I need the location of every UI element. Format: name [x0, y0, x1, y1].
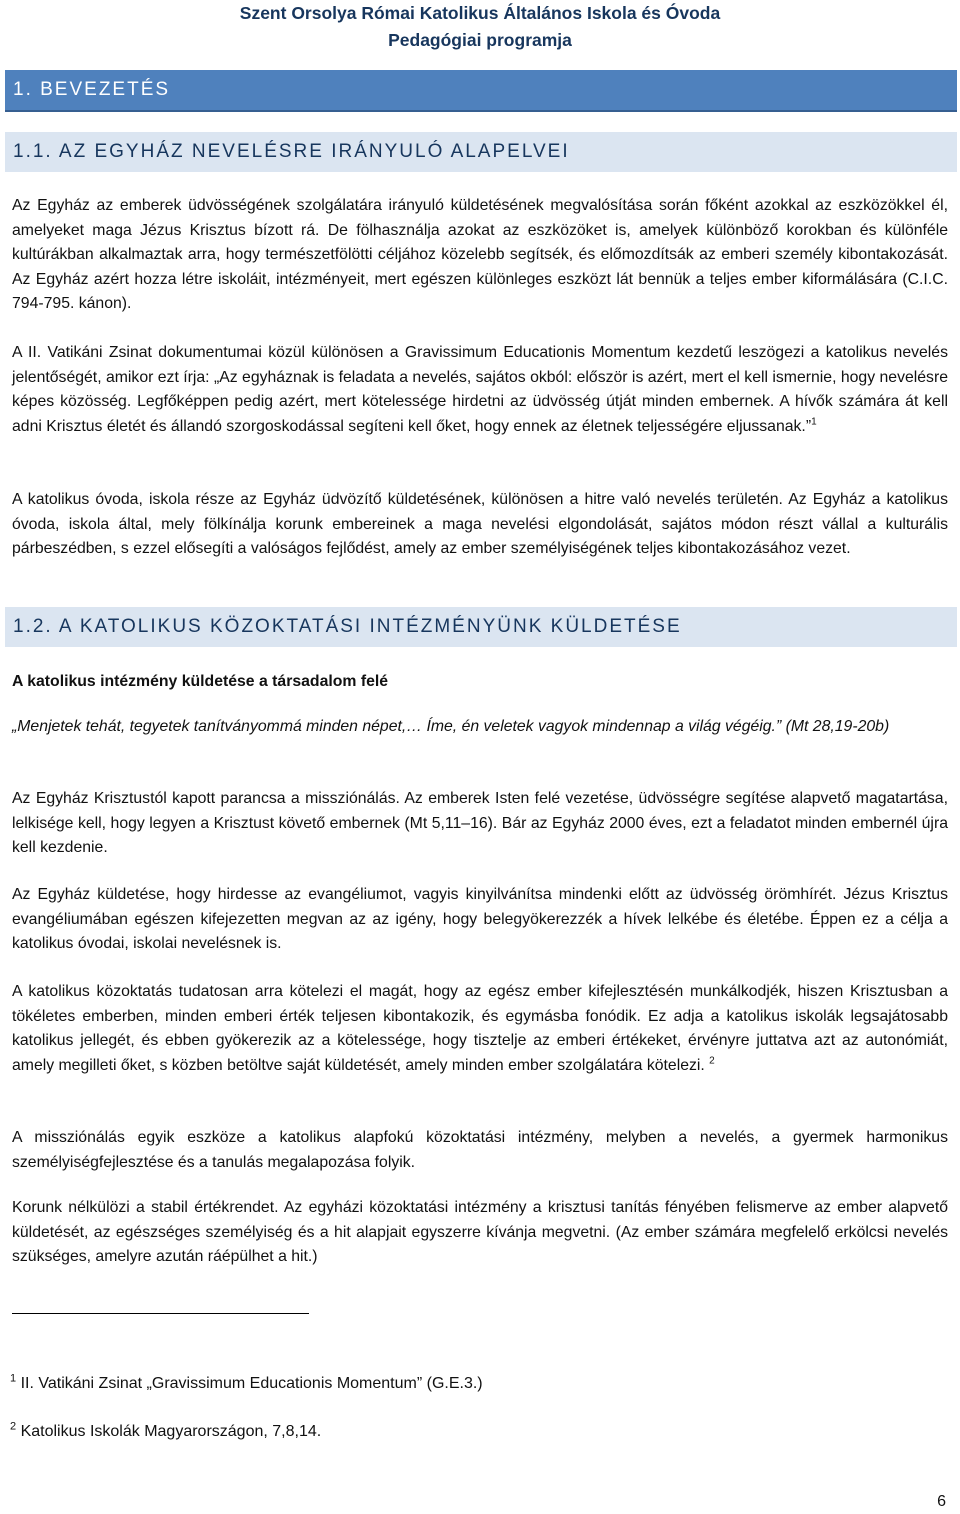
paragraph-1-2-c [12, 980, 948, 1078]
document-header [210, 0, 750, 54]
footnote-ref-1[interactable]: 1 [811, 416, 817, 428]
footnote-1-text: II. Vatikáni Zsinat „Gravissimum Educationis Momentum” (G.E.3.) [20, 1375, 483, 1392]
footnote-ref-2[interactable]: 2 [709, 1055, 715, 1067]
paragraph-1-2-c-text: A katolikus közoktatás tudatosan arra kötelezi el magát, hogy az egész ember kifejlesztésén munkálkodjék, hiszen Krisztusban a tökéletes emberben, minden emberi érték teljesen kibontakozik, és egymásba fonódik. Ez adja a katolikus iskolák legsajátosabb katolikus jellegét, és ebben gyökerezik az a kötelessége, hogy tisztelje az emberi értékeket, érvényre juttatva azt az autonómiát, amely megilleti őket, s közben betöltve saját küldetését, amely minden ember szolgálatára kötelezi. [12, 983, 948, 1074]
header-school-name: Szent Orsolya Római Katolikus Általános Iskola és Óvoda [239, 3, 721, 23]
paragraph-1-1-b-text: A II. Vatikáni Zsinat dokumentumai közül különösen a Gravissimum Educationis Momentum kezdetű leszögezi a katolikus nevelés jelentőségét, amikor ezt írja: „Az egyháznak is feladata a nevelés, sajátos okból: először is azért, mert el kell ismernie, hogy nevelésre képes közösség. Legfőképpen pedig azért, mert kötelessége hirdetni az üdvösség útját minden embernek. A hívők számára át kell adni Krisztus életét és állandó szorgoskodással segíteni kell őket, hogy ennek az életnek teljességére eljussanak.” [12, 344, 948, 435]
paragraph-1-1-c: A katolikus óvoda, iskola része az Egyház üdvözítő küldetésének, különösen a hitre való nevelés területén. Az Egyház a katolikus óvoda, iskola által, mely fölkínálja korunk embereinek a maga nevelési elgondolását, sajátos módon részt vállal a kulturális párbeszédben, s ezzel elősegíti a valóságos fejlődést, amely az ember személyiségének teljes kibontakozásához vezet. [12, 491, 948, 558]
paragraph-1-2-d: A missziónálás egyik eszköze a katolikus alapfokú közoktatási intézmény, melyben a nevelés, a gyermek harmonikus személyiségfejlesztése és a tanulás megalapozása folyik. [12, 1129, 948, 1171]
paragraph-1-2-e: Korunk nélkülözi a stabil értékrendet. Az egyházi közoktatási intézmény a krisztusi tanítás fényében felismerve az ember alapvető küldetését, az egészséges személyiség és a hit alapjait egyszerre kívánja megvetni. (Az ember számára megfelelő erkölcsi nevelés szükséges, amelyre azután ráépülhet a hit.) [12, 1199, 948, 1266]
paragraph-1-2-b: Az Egyház küldetése, hogy hirdesse az evangéliumot, vagyis kinyilvánítsa mindenki előtt az üdvösség örömhírét. Jézus Krisztus evangéliumában egészen kifejezetten megvan az az igény, hogy belegyökerezzék a hívek lelkébe és életébe. Éppen ez a célja a katolikus óvodai, iskolai nevelésnek is. [12, 886, 948, 953]
footnote-2-number: 2 [10, 1420, 17, 1433]
heading-1-title: 1. BEVEZETÉS [13, 79, 171, 100]
paragraph-1-1-a: Az Egyház az emberek üdvösségének szolgálatára irányuló küldetésének megvalósítása során főként azokkal az eszközökkel él, amelyeket maga Jézus Krisztus bízott rá. De fölhasználja azokat az eszközöket is, amelyek különböző korokban és különféle kultúrákban alkalmaztak arra, hogy természetfölötti céljához közelebb segítsék, és előmozdítsák az emberi személy kibontakozását. Az Egyház azért hozza létre iskoláit, intézményeit, mert egészen különleges eszközt lát bennük a teljes ember kiformálására (C.I.C. 794-795. kánon). [12, 197, 948, 313]
footnote-2-text: Katolikus Iskolák Magyarországon, 7,8,14. [20, 1423, 322, 1440]
paragraph-1-2-a: Az Egyház Krisztustól kapott parancsa a missziónálás. Az emberek Isten felé vezetése, üdvösségre segítése alapvető magatartása, lelkisége kell, hogy legyen a Krisztust követő embernek (Mt 5,11–16). Bár az Egyház 2000 éves, ezt a feladatot minden embernél újra kell kezdenie. [12, 790, 948, 857]
footnote-1-number: 1 [10, 1372, 17, 1385]
heading-1-2-title: 1.2. A KATOLIKUS KÖZOKTATÁSI INTÉZMÉNYÜNK KÜLDETÉSE [13, 616, 682, 637]
header-document-title: Pedagógiai programja [388, 30, 572, 50]
heading-1-1-bar [5, 132, 957, 172]
paragraph-1-1-b [12, 341, 948, 439]
heading-1-2-bar [5, 607, 957, 647]
footnote-1 [10, 1373, 483, 1395]
subheading-mission: A katolikus intézmény küldetése a társadalom felé [12, 673, 389, 690]
heading-1-bar [5, 70, 957, 112]
footnote-2 [10, 1421, 321, 1443]
bible-quote: „Menjetek tehát, tegyetek tanítványommá minden népet,… Íme, én veletek vagyok mindennap a világ végéig.” (Mt 28,19-20b) [12, 718, 890, 735]
page-number: 6 [937, 1493, 946, 1510]
heading-1-1-title: 1.1. AZ EGYHÁZ NEVELÉSRE IRÁNYULÓ ALAPELVEI [13, 141, 570, 162]
footnote-separator [12, 1313, 309, 1314]
